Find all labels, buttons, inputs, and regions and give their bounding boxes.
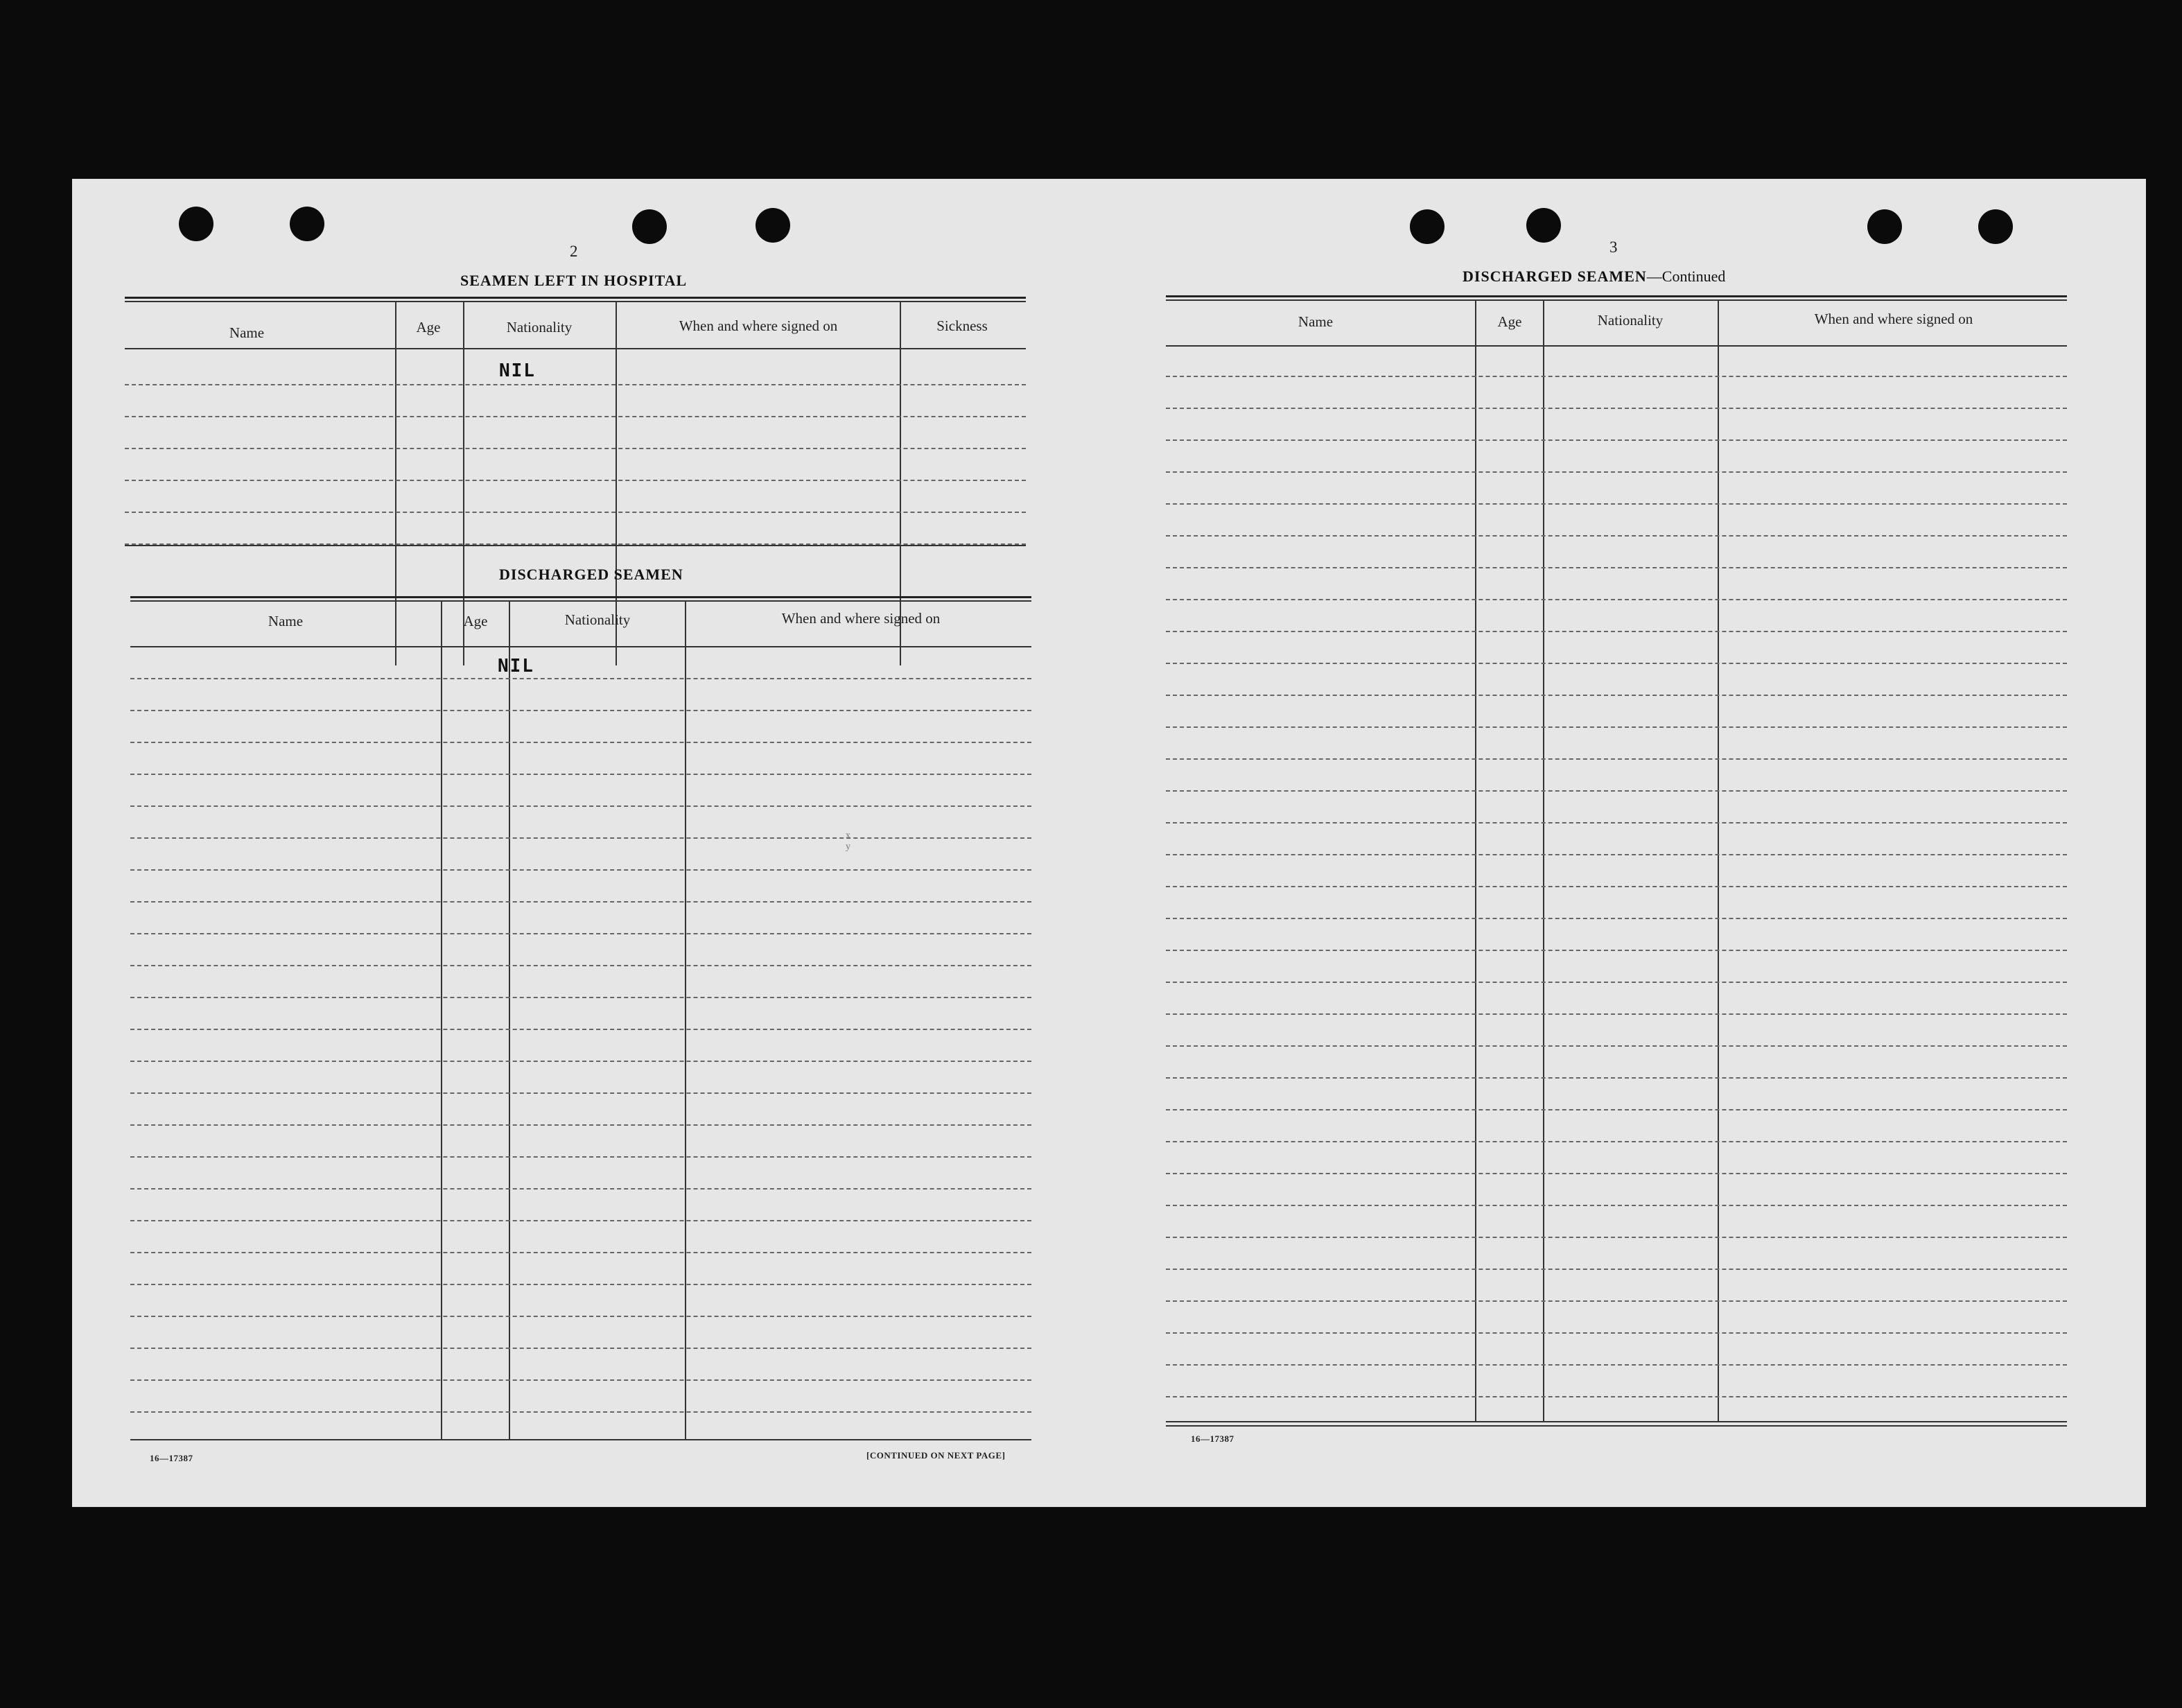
binder-hole-icon [1526, 208, 1561, 243]
header-signed-on: When and where signed on [679, 317, 838, 334]
title-suffix: —Continued [1646, 268, 1726, 285]
header-sickness: Sickness [936, 317, 988, 334]
ledger-paper [72, 179, 2146, 1507]
binder-hole-icon [290, 207, 324, 241]
header-age: Age [463, 613, 488, 629]
form-number-right: 16—17387 [1191, 1434, 1234, 1444]
header-nationality: Nationality [564, 611, 631, 628]
section-title-hospital: SEAMEN LEFT IN HOSPITAL [460, 272, 688, 289]
header-age: Age [416, 319, 441, 336]
binder-hole-icon [632, 209, 667, 244]
nil-entry: NIL [499, 360, 536, 381]
binder-hole-icon [179, 207, 213, 241]
title-text: DISCHARGED SEAMEN [1463, 268, 1647, 285]
header-nationality: Nationality [506, 319, 573, 336]
form-number-left: 16—17387 [150, 1453, 193, 1463]
binder-hole-icon [756, 208, 790, 243]
section-title-discharged: DISCHARGED SEAMEN [499, 566, 683, 583]
page-number-left: 2 [570, 243, 578, 260]
continued-note: [CONTINUED ON NEXT PAGE] [866, 1450, 1006, 1461]
binder-hole-icon [1867, 209, 1902, 244]
header-name: Name [229, 324, 265, 341]
header-name: Name [268, 613, 304, 629]
header-signed-on: When and where signed on [1814, 311, 1973, 327]
header-signed-on: When and where signed on [781, 610, 941, 627]
binder-hole-icon [1410, 209, 1445, 244]
header-age: Age [1497, 313, 1522, 330]
header-name: Name [1298, 313, 1334, 330]
nil-entry: NIL [498, 656, 534, 677]
header-nationality: Nationality [1597, 312, 1664, 329]
binder-hole-icon [1978, 209, 2013, 244]
page-number-right: 3 [1609, 238, 1618, 256]
stray-mark: x y [846, 830, 850, 852]
section-title-discharged-continued [1463, 268, 1725, 286]
